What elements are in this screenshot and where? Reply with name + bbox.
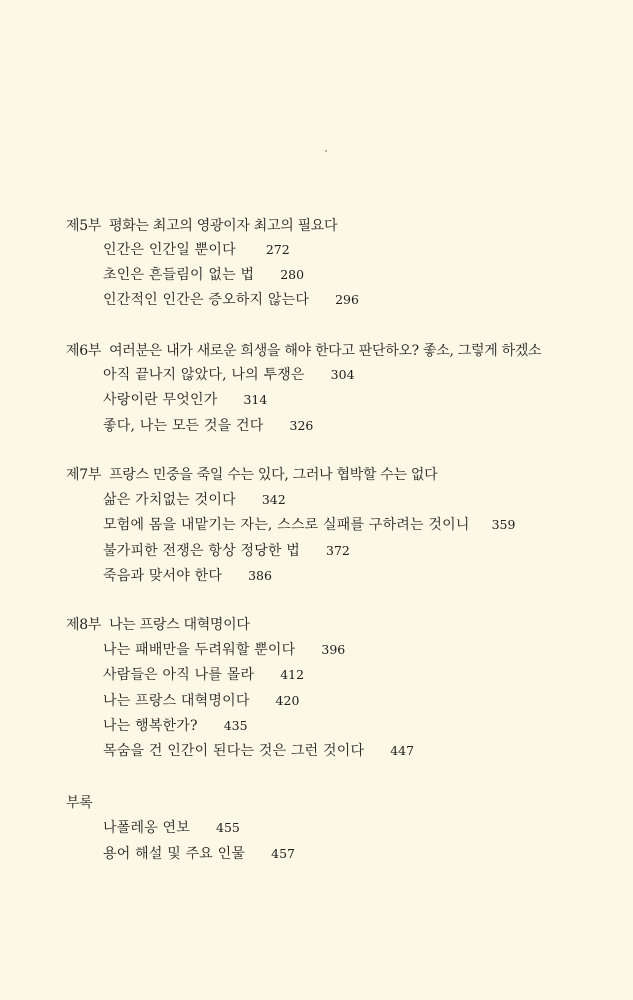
part-heading-5 xyxy=(66,217,337,235)
part-title: 부록 xyxy=(66,795,93,811)
part-title: 평화는 최고의 영광이자 최고의 필요다 xyxy=(109,218,338,234)
chapter-title: 사랑이란 무엇인가 xyxy=(103,392,218,408)
page-number: 326 xyxy=(289,418,314,433)
part-heading-6 xyxy=(66,342,541,360)
chapter-title: 인간적인 인간은 증오하지 않는다 xyxy=(103,292,310,308)
toc-entry xyxy=(103,742,414,760)
toc-entry xyxy=(103,391,267,409)
toc-entry xyxy=(103,542,350,560)
chapter-title: 아직 끝나지 않았다, 나의 투쟁은 xyxy=(103,367,305,383)
page-number: 372 xyxy=(326,543,350,558)
page-number: 314 xyxy=(243,392,268,407)
paper-speck xyxy=(325,150,327,152)
toc-entry xyxy=(103,241,290,259)
page-number: 396 xyxy=(321,642,346,657)
page-number: 280 xyxy=(280,267,305,282)
page-number: 435 xyxy=(223,718,248,733)
page-number: 455 xyxy=(216,820,240,835)
toc-entry xyxy=(103,717,248,735)
toc-entry xyxy=(103,291,359,309)
part-number: 제7부 xyxy=(66,467,102,483)
chapter-title: 모험에 몸을 내맡기는 자는, 스스로 실패를 구하려는 것이니 xyxy=(103,517,470,533)
toc-entry xyxy=(103,567,272,585)
page-number: 447 xyxy=(390,743,415,758)
part-title: 프랑스 민중을 죽일 수는 있다, 그러나 협박할 수는 없다 xyxy=(109,467,438,483)
toc-entry xyxy=(103,366,355,384)
page-number: 457 xyxy=(271,846,295,861)
part-number: 제5부 xyxy=(66,218,102,234)
toc-entry xyxy=(103,417,313,435)
part-heading-7 xyxy=(66,466,437,484)
toc-entry xyxy=(103,491,286,509)
chapter-title: 용어 해설 및 주요 인물 xyxy=(103,846,246,862)
chapter-title: 나는 행복한가? xyxy=(103,718,198,734)
chapter-title: 초인은 흔들림이 없는 법 xyxy=(103,267,255,283)
page-number: 342 xyxy=(261,492,286,507)
page-number: 386 xyxy=(248,568,272,583)
chapter-title: 나폴레옹 연보 xyxy=(103,820,190,836)
toc-entry xyxy=(103,516,515,534)
appendix-heading xyxy=(66,794,92,812)
toc-entry xyxy=(103,266,304,284)
page-number: 412 xyxy=(280,667,305,682)
toc-entry xyxy=(103,845,295,863)
toc-entry xyxy=(103,666,304,684)
chapter-title: 사람들은 아직 나를 몰라 xyxy=(103,667,255,683)
page-number: 420 xyxy=(275,693,300,708)
page-number: 272 xyxy=(265,242,290,257)
part-title: 나는 프랑스 대혁명이다 xyxy=(109,617,250,633)
part-heading-8 xyxy=(66,616,250,634)
chapter-title: 불가피한 전쟁은 항상 정당한 법 xyxy=(103,543,301,559)
chapter-title: 인간은 인간일 뿐이다 xyxy=(103,242,236,258)
chapter-title: 나는 패배만을 두려워할 뿐이다 xyxy=(103,642,296,658)
toc-entry xyxy=(103,819,240,837)
part-number: 제6부 xyxy=(66,343,102,359)
chapter-title: 나는 프랑스 대혁명이다 xyxy=(103,693,250,709)
page-number: 304 xyxy=(330,367,355,382)
toc-entry xyxy=(103,641,345,659)
chapter-title: 죽음과 맞서야 한다 xyxy=(103,568,223,584)
page-number: 359 xyxy=(491,517,516,532)
part-title: 여러분은 내가 새로운 희생을 해야 한다고 판단하오? 좋소, 그렇게 하겠소 xyxy=(109,343,542,359)
page-number: 296 xyxy=(335,292,359,307)
toc-entry xyxy=(103,692,299,710)
chapter-title: 목숨을 건 인간이 된다는 것은 그런 것이다 xyxy=(103,743,365,759)
chapter-title: 삶은 가치없는 것이다 xyxy=(103,492,236,508)
part-number: 제8부 xyxy=(66,617,102,633)
chapter-title: 좋다, 나는 모든 것을 건다 xyxy=(103,418,264,434)
